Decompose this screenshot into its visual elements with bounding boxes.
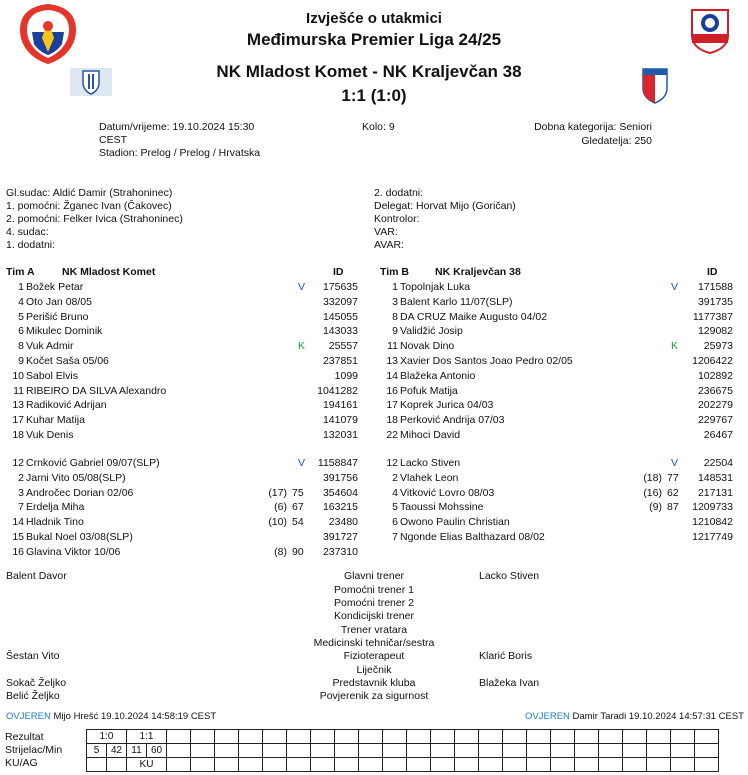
- timezone: CEST: [99, 134, 128, 146]
- player-number: 1: [392, 281, 398, 293]
- player-id: 1158847: [317, 457, 358, 469]
- staff-role: Trener vratara: [340, 624, 408, 636]
- age-row: [534, 121, 652, 133]
- score-table: [86, 729, 719, 772]
- player-number: 6: [18, 325, 24, 338]
- staff-role: Fizioterapeut: [343, 650, 405, 662]
- empty-cell: [503, 730, 527, 744]
- sub-player-row: [0, 486, 748, 500]
- player-number: 3: [392, 295, 398, 308]
- empty-cell: [647, 730, 671, 744]
- player-name: Taoussi Mohssine: [400, 501, 484, 514]
- team-b-label: Tim B: [380, 266, 409, 278]
- player-name: Kuhar Matija: [26, 414, 85, 427]
- player-number: 18: [12, 429, 24, 441]
- official-assistant-2: 2. pomoćni: Felker Ivica (Strahoninec): [6, 213, 183, 225]
- player-id: 148531: [697, 471, 733, 484]
- player-row: [0, 295, 748, 309]
- player-row: [0, 310, 748, 324]
- player-number: 16: [12, 545, 24, 558]
- empty-cell: [383, 744, 407, 758]
- player-name: Crnković Gabriel 09/07(SLP): [26, 457, 160, 469]
- player-number: 14: [12, 516, 24, 529]
- player-name: Perišić Bruno: [26, 310, 89, 323]
- empty-cell: [407, 758, 431, 772]
- staff-role: Pomoćni trener 1: [334, 584, 414, 596]
- player-id: 23480: [328, 516, 358, 529]
- empty-cell: [695, 744, 719, 758]
- player-row: [0, 280, 748, 294]
- verification-right-text: Damir Taradi 19.10.2024 14:57:31 CEST: [572, 711, 744, 722]
- captain-marker: K: [298, 340, 306, 353]
- empty-cell: [407, 744, 431, 758]
- sub-replaced-number: (8): [274, 545, 287, 558]
- player-name: Novak Dino: [400, 340, 455, 353]
- staff-team-a: Šestan Vito: [6, 650, 60, 662]
- player-id: 229767: [697, 414, 733, 427]
- empty-cell: [599, 758, 623, 772]
- sub-minute: 87: [667, 501, 679, 514]
- sub-player-row: [0, 530, 748, 544]
- player-id: 236675: [697, 384, 733, 397]
- empty-cell: [383, 730, 407, 744]
- player-name: Blažeka Antonio: [400, 369, 476, 382]
- empty-cell: [311, 758, 335, 772]
- player-id: 391735: [697, 295, 733, 308]
- player-id: 25973: [703, 340, 733, 353]
- player-id: 129082: [697, 325, 733, 338]
- player-number: 6: [392, 516, 398, 529]
- empty-cell: [263, 744, 287, 758]
- empty-cell: [263, 758, 287, 772]
- player-name: Božek Petar: [26, 281, 84, 293]
- empty-cell: [479, 758, 503, 772]
- empty-cell: [431, 744, 455, 758]
- player-number: 13: [12, 399, 24, 412]
- team-a-label: Tim A: [6, 266, 35, 278]
- match-title: NK Mladost Komet - NK Kraljevčan 38: [216, 62, 522, 81]
- player-number: 10: [12, 369, 24, 382]
- empty-cell: [575, 744, 599, 758]
- empty-cell: [647, 758, 671, 772]
- player-name: DA CRUZ Maike Augusto 04/02: [400, 310, 548, 323]
- empty-cell: [167, 730, 191, 744]
- player-id: 1209733: [692, 501, 733, 514]
- empty-cell: [431, 730, 455, 744]
- player-id: 141079: [322, 414, 358, 427]
- player-id: 22504: [703, 457, 733, 469]
- player-number: 2: [18, 471, 24, 484]
- player-name: Glavina Viktor 10/06: [26, 545, 121, 558]
- player-row: [0, 354, 748, 368]
- player-id: 1210842: [692, 516, 733, 529]
- staff-role: Medicinski tehničar/sestra: [313, 637, 435, 649]
- player-id: 25557: [328, 340, 358, 353]
- empty-cell: [191, 730, 215, 744]
- sub-minute: 54: [292, 516, 304, 529]
- player-number: 5: [18, 310, 24, 323]
- empty-cell: [479, 730, 503, 744]
- player-name: Vuk Denis: [26, 429, 74, 441]
- player-number: 1: [18, 281, 24, 293]
- player-name: Vitković Lovro 08/03: [400, 486, 495, 499]
- empty-cell: [551, 744, 575, 758]
- player-name: Ngonde Elias Balthazard 08/02: [400, 531, 545, 543]
- score-label-scorer: Strijelac/Min: [5, 744, 63, 756]
- player-number: 18: [386, 414, 398, 427]
- player-number: 4: [392, 486, 398, 499]
- player-number: 22: [386, 429, 398, 441]
- empty-cell: [503, 758, 527, 772]
- empty-cell: [527, 730, 551, 744]
- empty-cell: [695, 730, 719, 744]
- team-b-id-header: ID: [707, 266, 718, 278]
- sub-replaced-number: (18): [643, 471, 662, 484]
- empty-cell: [335, 730, 359, 744]
- scorer-cell: 60: [147, 744, 167, 758]
- player-name: Jarni Vito 05/08(SLP): [26, 471, 126, 484]
- player-number: 7: [18, 501, 24, 514]
- player-number: 14: [386, 369, 398, 382]
- datetime-label: Datum/vrijeme:: [99, 121, 170, 133]
- official-var: VAR:: [374, 226, 398, 238]
- spectators-row: [581, 135, 652, 147]
- player-id: 132031: [322, 429, 358, 441]
- empty-cell: [599, 730, 623, 744]
- player-number: 13: [386, 355, 398, 367]
- player-name: Balent Karlo 11/07(SLP): [400, 295, 513, 308]
- player-id: 163215: [322, 501, 358, 514]
- player-id: 171588: [697, 281, 733, 293]
- team-a-id-header: ID: [333, 266, 344, 278]
- sub-replaced-number: (17): [268, 486, 287, 499]
- player-id: 391756: [322, 471, 358, 484]
- player-name: Radiković Adrijan: [26, 399, 107, 412]
- staff-role: Povjerenik za sigurnost: [319, 690, 429, 702]
- player-number: 9: [392, 325, 398, 338]
- empty-cell: [671, 730, 695, 744]
- empty-cell: [239, 758, 263, 772]
- official-fourth-referee: 4. sudac:: [6, 226, 49, 238]
- round-row: [362, 121, 395, 133]
- spectators-label: Gledatelja:: [581, 135, 632, 147]
- empty-cell: [479, 744, 503, 758]
- round-label: Kolo:: [362, 121, 386, 133]
- player-row: [0, 339, 748, 353]
- sub-player-row: [0, 471, 748, 485]
- sub-replaced-number: (10): [268, 516, 287, 529]
- player-name: Owono Paulin Christian: [400, 516, 510, 529]
- empty-cell: [647, 744, 671, 758]
- empty-cell: [431, 758, 455, 772]
- empty-cell: [455, 730, 479, 744]
- score-label-result: Rezultat: [5, 731, 44, 743]
- stadium-row: [99, 147, 260, 159]
- empty-cell: [575, 758, 599, 772]
- official-avar: AVAR:: [374, 239, 404, 251]
- score-label-ku: KU/AG: [5, 757, 38, 769]
- official-additional-1: 1. dodatni:: [6, 239, 56, 251]
- staff-team-b: Lacko Stiven: [479, 570, 540, 582]
- empty-cell: [239, 730, 263, 744]
- empty-cell: [107, 758, 127, 772]
- player-number: 17: [12, 414, 24, 427]
- empty-cell: [287, 758, 311, 772]
- player-name: Topolnjak Luka: [400, 281, 471, 293]
- league-name: Međimurska Premier Liga 24/25: [246, 30, 502, 49]
- datetime-value: 19.10.2024 15:30: [172, 121, 255, 133]
- empty-cell: [383, 758, 407, 772]
- player-number: 12: [12, 457, 24, 469]
- player-id: 1217749: [692, 531, 733, 543]
- player-number: 2: [392, 471, 398, 484]
- sub-replaced-number: (16): [643, 486, 662, 499]
- empty-cell: [527, 744, 551, 758]
- player-number: 15: [12, 531, 24, 543]
- empty-cell: [623, 730, 647, 744]
- captain-marker: K: [671, 340, 679, 353]
- player-name: Mikulec Dominik: [26, 325, 103, 338]
- official-main-referee: Gl.sudac: Aldić Damir (Strahoninec): [6, 187, 173, 199]
- player-name: Vuk Admir: [26, 340, 74, 353]
- verification-left: [6, 711, 216, 722]
- staff-team-b: Blažeka Ivan: [479, 677, 540, 689]
- empty-cell: [671, 758, 695, 772]
- player-name: Perković Andrija 07/03: [400, 414, 505, 427]
- player-name: Pofuk Matija: [400, 384, 458, 397]
- score-table-row: [87, 730, 719, 744]
- empty-cell: [359, 758, 383, 772]
- player-number: 16: [386, 384, 398, 397]
- player-id: 1041282: [317, 384, 358, 397]
- player-id: 1206422: [692, 355, 733, 367]
- player-id: 1099: [334, 369, 358, 382]
- player-number: 9: [18, 355, 24, 367]
- empty-cell: [359, 730, 383, 744]
- empty-cell: [263, 730, 287, 744]
- sub-replaced-number: (6): [274, 501, 287, 514]
- empty-cell: [335, 758, 359, 772]
- empty-cell: [311, 730, 335, 744]
- age-value: Seniori: [619, 121, 652, 133]
- empty-cell: [215, 758, 239, 772]
- player-id: 332097: [322, 295, 358, 308]
- player-name: Kočet Saša 05/06: [26, 355, 109, 367]
- empty-cell: [695, 758, 719, 772]
- staff-role: Predstavnik kluba: [332, 677, 416, 689]
- staff-team-a: Belić Željko: [6, 690, 60, 702]
- player-row: [0, 369, 748, 383]
- sub-minute: 67: [292, 501, 304, 514]
- player-id: 175635: [322, 281, 358, 293]
- player-name: Erdelja Miha: [26, 501, 85, 514]
- staff-team-a: Sokač Željko: [6, 677, 67, 689]
- empty-cell: [335, 744, 359, 758]
- player-number: 12: [386, 457, 398, 469]
- sub-player-row: [0, 500, 748, 514]
- empty-cell: [167, 758, 191, 772]
- team-b-name: NK Kraljevčan 38: [435, 266, 521, 278]
- empty-cell: [623, 758, 647, 772]
- scorer-cell: 11: [127, 744, 147, 758]
- player-number: 11: [13, 384, 24, 397]
- player-id: 1177387: [692, 310, 733, 323]
- goalkeeper-marker: V: [298, 457, 306, 469]
- player-name: Mihoci David: [400, 429, 461, 441]
- empty-cell: [287, 730, 311, 744]
- player-name: Oto Jan 08/05: [26, 295, 92, 308]
- stadium-label: Stadion:: [99, 147, 138, 159]
- empty-cell: [215, 730, 239, 744]
- player-id: 145055: [322, 310, 358, 323]
- score-table-row: [87, 758, 719, 772]
- player-id: 354604: [322, 486, 358, 499]
- empty-cell: [215, 744, 239, 758]
- player-id: 102892: [697, 369, 733, 382]
- stadium-value: Prelog / Prelog / Hrvatska: [140, 147, 261, 159]
- datetime-row: [99, 121, 254, 133]
- empty-cell: [359, 744, 383, 758]
- empty-cell: [599, 744, 623, 758]
- staff-role: Kondicijski trener: [334, 610, 414, 622]
- verification-right-status: OVJEREN: [525, 711, 570, 722]
- player-number: 3: [18, 486, 24, 499]
- player-id: 217131: [697, 486, 733, 499]
- empty-cell: [87, 758, 107, 772]
- report-title: Izvješće o utakmici: [306, 10, 442, 27]
- player-number: 4: [18, 295, 24, 308]
- staff-team-a: Balent Davor: [6, 570, 67, 582]
- player-name: Koprek Jurica 04/03: [400, 399, 494, 412]
- player-id: 26467: [703, 429, 733, 441]
- sub-player-row: [0, 515, 748, 529]
- empty-cell: [527, 758, 551, 772]
- age-label: Dobna kategorija:: [534, 121, 617, 133]
- player-id: 143033: [322, 325, 358, 338]
- goalkeeper-marker: V: [671, 281, 679, 293]
- player-number: 11: [387, 340, 398, 353]
- staff-role: Glavni trener: [343, 570, 405, 582]
- player-name: Hladnik Tino: [26, 516, 84, 529]
- player-row: [0, 413, 748, 427]
- team-a-name: NK Mladost Komet: [62, 266, 156, 278]
- player-id: 237310: [322, 545, 358, 558]
- empty-cell: [407, 730, 431, 744]
- verification-left-status: OVJEREN: [6, 711, 51, 722]
- player-name: Xavier Dos Santos Joao Pedro 02/05: [400, 355, 573, 367]
- official-delegate: Delegat: Horvat Mijo (Goričan): [374, 200, 516, 212]
- verification-left-text: Mijo Hrešć 19.10.2024 14:58:19 CEST: [53, 711, 217, 722]
- staff-team-b: Klarić Boris: [479, 650, 533, 662]
- player-name: RIBEIRO DA SILVA Alexandro: [26, 384, 167, 397]
- round-value: 9: [388, 121, 395, 133]
- player-name: Sabol Elvis: [26, 369, 78, 382]
- empty-cell: [287, 744, 311, 758]
- empty-cell: [551, 730, 575, 744]
- player-name: Vlahek Leon: [400, 471, 459, 484]
- official-controller: Kontrolor:: [374, 213, 420, 225]
- ku-cell: KU: [127, 758, 167, 772]
- empty-cell: [551, 758, 575, 772]
- player-row: [0, 324, 748, 338]
- player-number: 5: [392, 501, 398, 514]
- player-name: Validžić Josip: [400, 325, 463, 338]
- scorer-cell: 5: [87, 744, 107, 758]
- spectators-value: 250: [634, 135, 652, 147]
- result-cell: 1:0: [87, 730, 127, 744]
- sub-player-row: [0, 545, 748, 559]
- player-name: Andročec Dorian 02/06: [26, 486, 134, 499]
- player-row: [0, 384, 748, 398]
- player-row: [0, 428, 748, 442]
- player-number: 7: [392, 531, 398, 543]
- scorer-cell: 42: [107, 744, 127, 758]
- staff-role: Liječnik: [356, 664, 392, 676]
- player-name: Bukal Noel 03/08(SLP): [26, 531, 133, 543]
- staff-role: Pomoćni trener 2: [334, 597, 414, 609]
- player-number: 8: [392, 310, 398, 323]
- empty-cell: [503, 744, 527, 758]
- player-id: 202279: [697, 399, 733, 412]
- sub-minute: 90: [292, 545, 304, 558]
- empty-cell: [167, 744, 191, 758]
- sub-minute: 75: [292, 486, 304, 499]
- player-row: [0, 398, 748, 412]
- empty-cell: [455, 758, 479, 772]
- official-additional-2: 2. dodatni:: [374, 187, 424, 199]
- empty-cell: [575, 730, 599, 744]
- match-score: 1:1 (1:0): [341, 86, 407, 105]
- player-number: 17: [386, 399, 398, 412]
- player-name: Lacko Stiven: [400, 457, 461, 469]
- player-number: 8: [18, 340, 24, 353]
- player-id: 237851: [322, 355, 358, 367]
- sub-minute: 62: [667, 486, 679, 499]
- sub-minute: 77: [667, 471, 679, 484]
- result-cell: 1:1: [127, 730, 167, 744]
- empty-cell: [623, 744, 647, 758]
- empty-cell: [191, 758, 215, 772]
- player-id: 194161: [322, 399, 358, 412]
- sub-replaced-number: (9): [649, 501, 662, 514]
- goalkeeper-marker: V: [671, 457, 679, 469]
- player-id: 391727: [322, 531, 358, 543]
- sub-player-row: [0, 456, 748, 470]
- empty-cell: [671, 744, 695, 758]
- official-assistant-1: 1. pomoćni: Žganec Ivan (Čakovec): [6, 200, 172, 212]
- score-table-row: [87, 744, 719, 758]
- verification-right: [525, 711, 744, 722]
- empty-cell: [191, 744, 215, 758]
- empty-cell: [239, 744, 263, 758]
- empty-cell: [311, 744, 335, 758]
- empty-cell: [455, 744, 479, 758]
- goalkeeper-marker: V: [298, 281, 306, 293]
